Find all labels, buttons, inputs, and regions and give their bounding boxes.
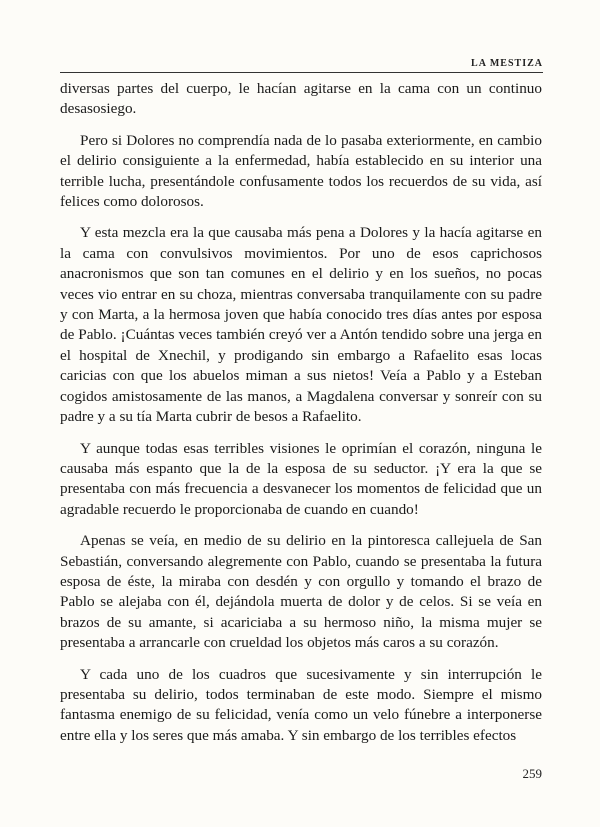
body-text xyxy=(60,79,542,746)
paragraph: Pero si Dolores no comprendía nada de lo pasaba exteriormente, en cambio el delirio consiguiente a la enfermedad, había establecido en su interior una terrible lucha, presentándole confusamente todos los recuerdos de su vida, así felices como dolorosos. xyxy=(60,131,542,211)
paragraph: Apenas se veía, en medio de su delirio en la pintoresca callejuela de San Sebastián, conversando alegremente con Pablo, cuando se presentaba la futura esposa de éste, la miraba con desdén y con orgullo y tomando el brazo de Pablo se alejaba con él, dejándola muerta de dolor y de celos. Si se veía en brazos de su amante, si acariciaba a su hermoso niño, la misma mujer se presentaba a arrancarle con crueldad los objetos más caros a su corazón. xyxy=(60,532,542,652)
running-head: LA MESTIZA xyxy=(471,58,543,69)
header-rule xyxy=(60,72,543,73)
page-number: 259 xyxy=(522,766,542,781)
paragraph: Y esta mezcla era la que causaba más pena a Dolores y la hacía agitarse en la cama con convulsivos movimientos. Por uno de esos caprichosos anacronismos que son tan comunes en el delirio y en los sueños, no pocas veces vio entrar en su choza, mientras conversaba tranquilamente con su padre y con Marta, a la hermosa joven que había conocido tres días antes por esposa de Pablo. ¡Cuántas veces también creyó ver a Antón tendido sobre una jerga en el hospital de Xnechil, y prodigando sin embargo a Rafaelito esas locas caricias con que los abuelos miman a sus nietos! Veía a Pablo y a Esteban cogidos amistosamente de las manos, a Magdalena conversar y sonreír con su padre y a su tía Marta cubrir de besos a Rafaelito. xyxy=(60,224,542,426)
paragraph: diversas partes del cuerpo, le hacían agitarse en la cama con un continuo desasosiego. xyxy=(60,80,542,118)
paragraph: Y aunque todas esas terribles visiones le oprimían el corazón, ninguna le causaba más espanto que la de la esposa de su seductor. ¡Y era la que se presentaba con más frecuencia a desvanecer los momentos de felicidad que un agradable recuerdo le proporcionaba de cuando en cuando! xyxy=(60,439,542,518)
paragraph: Y cada uno de los cuadros que sucesivamente y sin interrupción le presentaba su delirio, todos terminaban de este modo. Siempre el mismo fantasma enemigo de su felicidad, venía como un velo fúnebre a interponerse entre ella y los seres que más amaba. Y sin embargo de los terribles efectos xyxy=(60,665,542,744)
